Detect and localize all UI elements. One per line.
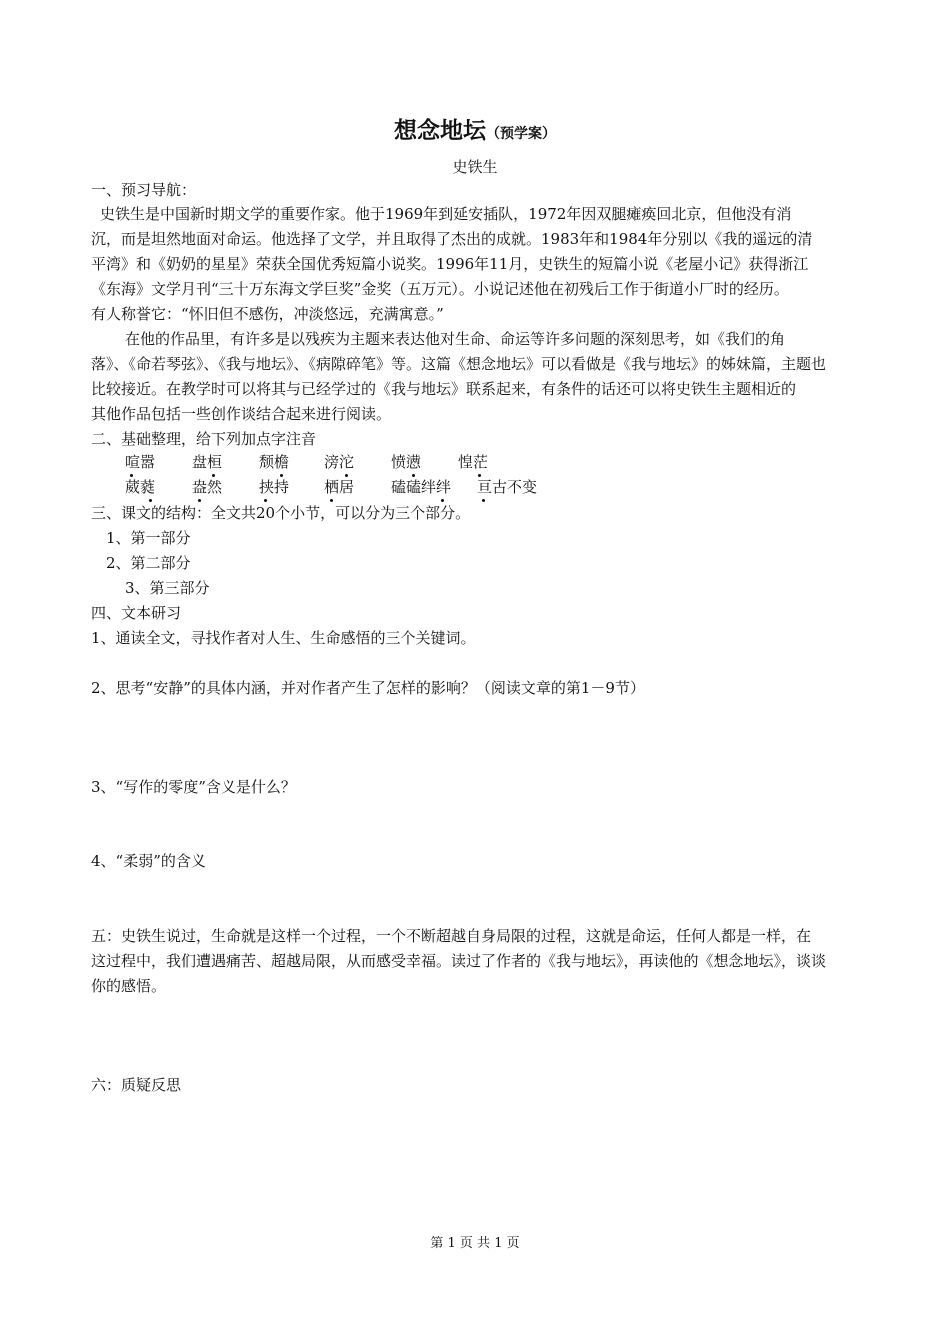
vocab-word: 愤懑 [391,453,422,471]
vocab-word: 盘桓 [192,453,223,471]
vocab-word: 栖居 [324,478,355,496]
paragraph-1-line: 史铁生是中国新时期文学的重要作家。他于1969年到延安插队，1972年因双腿瘫痪回北京，但他没有消 [100,205,792,223]
vocab-word: 喧嚣 [125,453,156,471]
title-block [0,112,950,145]
vocab-word: 滂沱 [324,453,355,471]
section-6-heading: 六：质疑反思 [91,1076,182,1094]
vocab-word: 惶茫 [458,453,489,471]
section-3-heading: 三、课文的结构：全文共20个小节，可以分为三个部分。 [91,504,471,522]
section-2-heading: 二、基础整理，给下列加点字注音 [91,430,317,448]
vocab-word: 颓檐 [259,453,290,471]
structure-part: 3、第三部分 [125,579,210,597]
emphasis-dot [482,499,485,502]
paragraph-1-line: 沉，而是坦然地面对命运。他选择了文学，并且取得了杰出的成就。1983年和1984年分别以《我的遥远的清 [91,230,813,248]
paragraph-1-line: 有人称誉它：“怀旧但不感伤，冲淡悠远，充满寓意。” [91,305,444,323]
vocab-word: 挟持 [259,478,290,496]
paragraph-2-line: 在他的作品里，有许多是以残疾为主题来表达他对生命、命运等许多问题的深刻思考，如《我们的角 [125,330,786,348]
vocab-word: 盎然 [192,478,223,496]
vocab-word: 磕磕绊绊 [391,478,452,496]
author-name: 史铁生 [452,158,498,176]
paragraph-1-line: 平湾》和《奶奶的星星》荣获全国优秀短篇小说奖。1996年11月，史铁生的短篇小说《老屋小记》获得浙江 [91,255,809,273]
section-5-line: 这过程中，我们遭遇痛苦、超越局限，从而感受幸福。读过了作者的《我与地坛》，再读他的《想念地坛》，谈谈 [91,952,827,970]
paragraph-2-line: 其他作品包括一些创作谈结合起来进行阅读。 [91,405,392,423]
paragraph-2-line: 比较接近。在教学时可以将其与已经学过的《我与地坛》联系起来，有条件的话还可以将史铁生主题相近的 [91,380,797,398]
structure-part: 2、第二部分 [106,554,191,572]
section-1-heading: 一、预习导航： [91,181,197,199]
structure-part: 1、第一部分 [106,529,191,547]
question-3: 3、“写作的零度”含义是什么？ [91,778,296,796]
question-2: 2、思考“安静”的具体内涵，并对作者产生了怎样的影响？（阅读文章的第1－9节） [91,679,645,697]
paragraph-2-line: 落》、《命若琴弦》、《我与地坛》、《病隙碎笔》等。这篇《想念地坛》可以看做是《我与地坛》的姊妹篇，主题也 [91,355,827,373]
page-footer: 第 1 页 共 1 页 [430,1236,520,1251]
section-5-line: 你的感悟。 [91,977,167,995]
question-4: 4、“柔弱”的含义 [91,852,206,870]
title-note: （预学案） [486,126,556,142]
vocab-word: 亘古不变 [477,478,538,496]
section-4-heading: 四、文本研习 [91,604,182,622]
vocab-word: 葳蕤 [125,478,156,496]
section-5-line: 五：史铁生说过，生命就是这样一个过程，一个不断超越自身局限的过程，这就是命运，任何人都是一样，在 [91,927,812,945]
question-1: 1、通读全文，寻找作者对人生、生命感悟的三个关键词。 [91,629,476,647]
page-title: 想念地坛 [394,118,486,144]
paragraph-1-line: 《东海》文学月刊“三十万东海文学巨奖”金奖（五万元）。小说记述他在初残后工作于街道小厂时的经历。 [91,280,789,298]
